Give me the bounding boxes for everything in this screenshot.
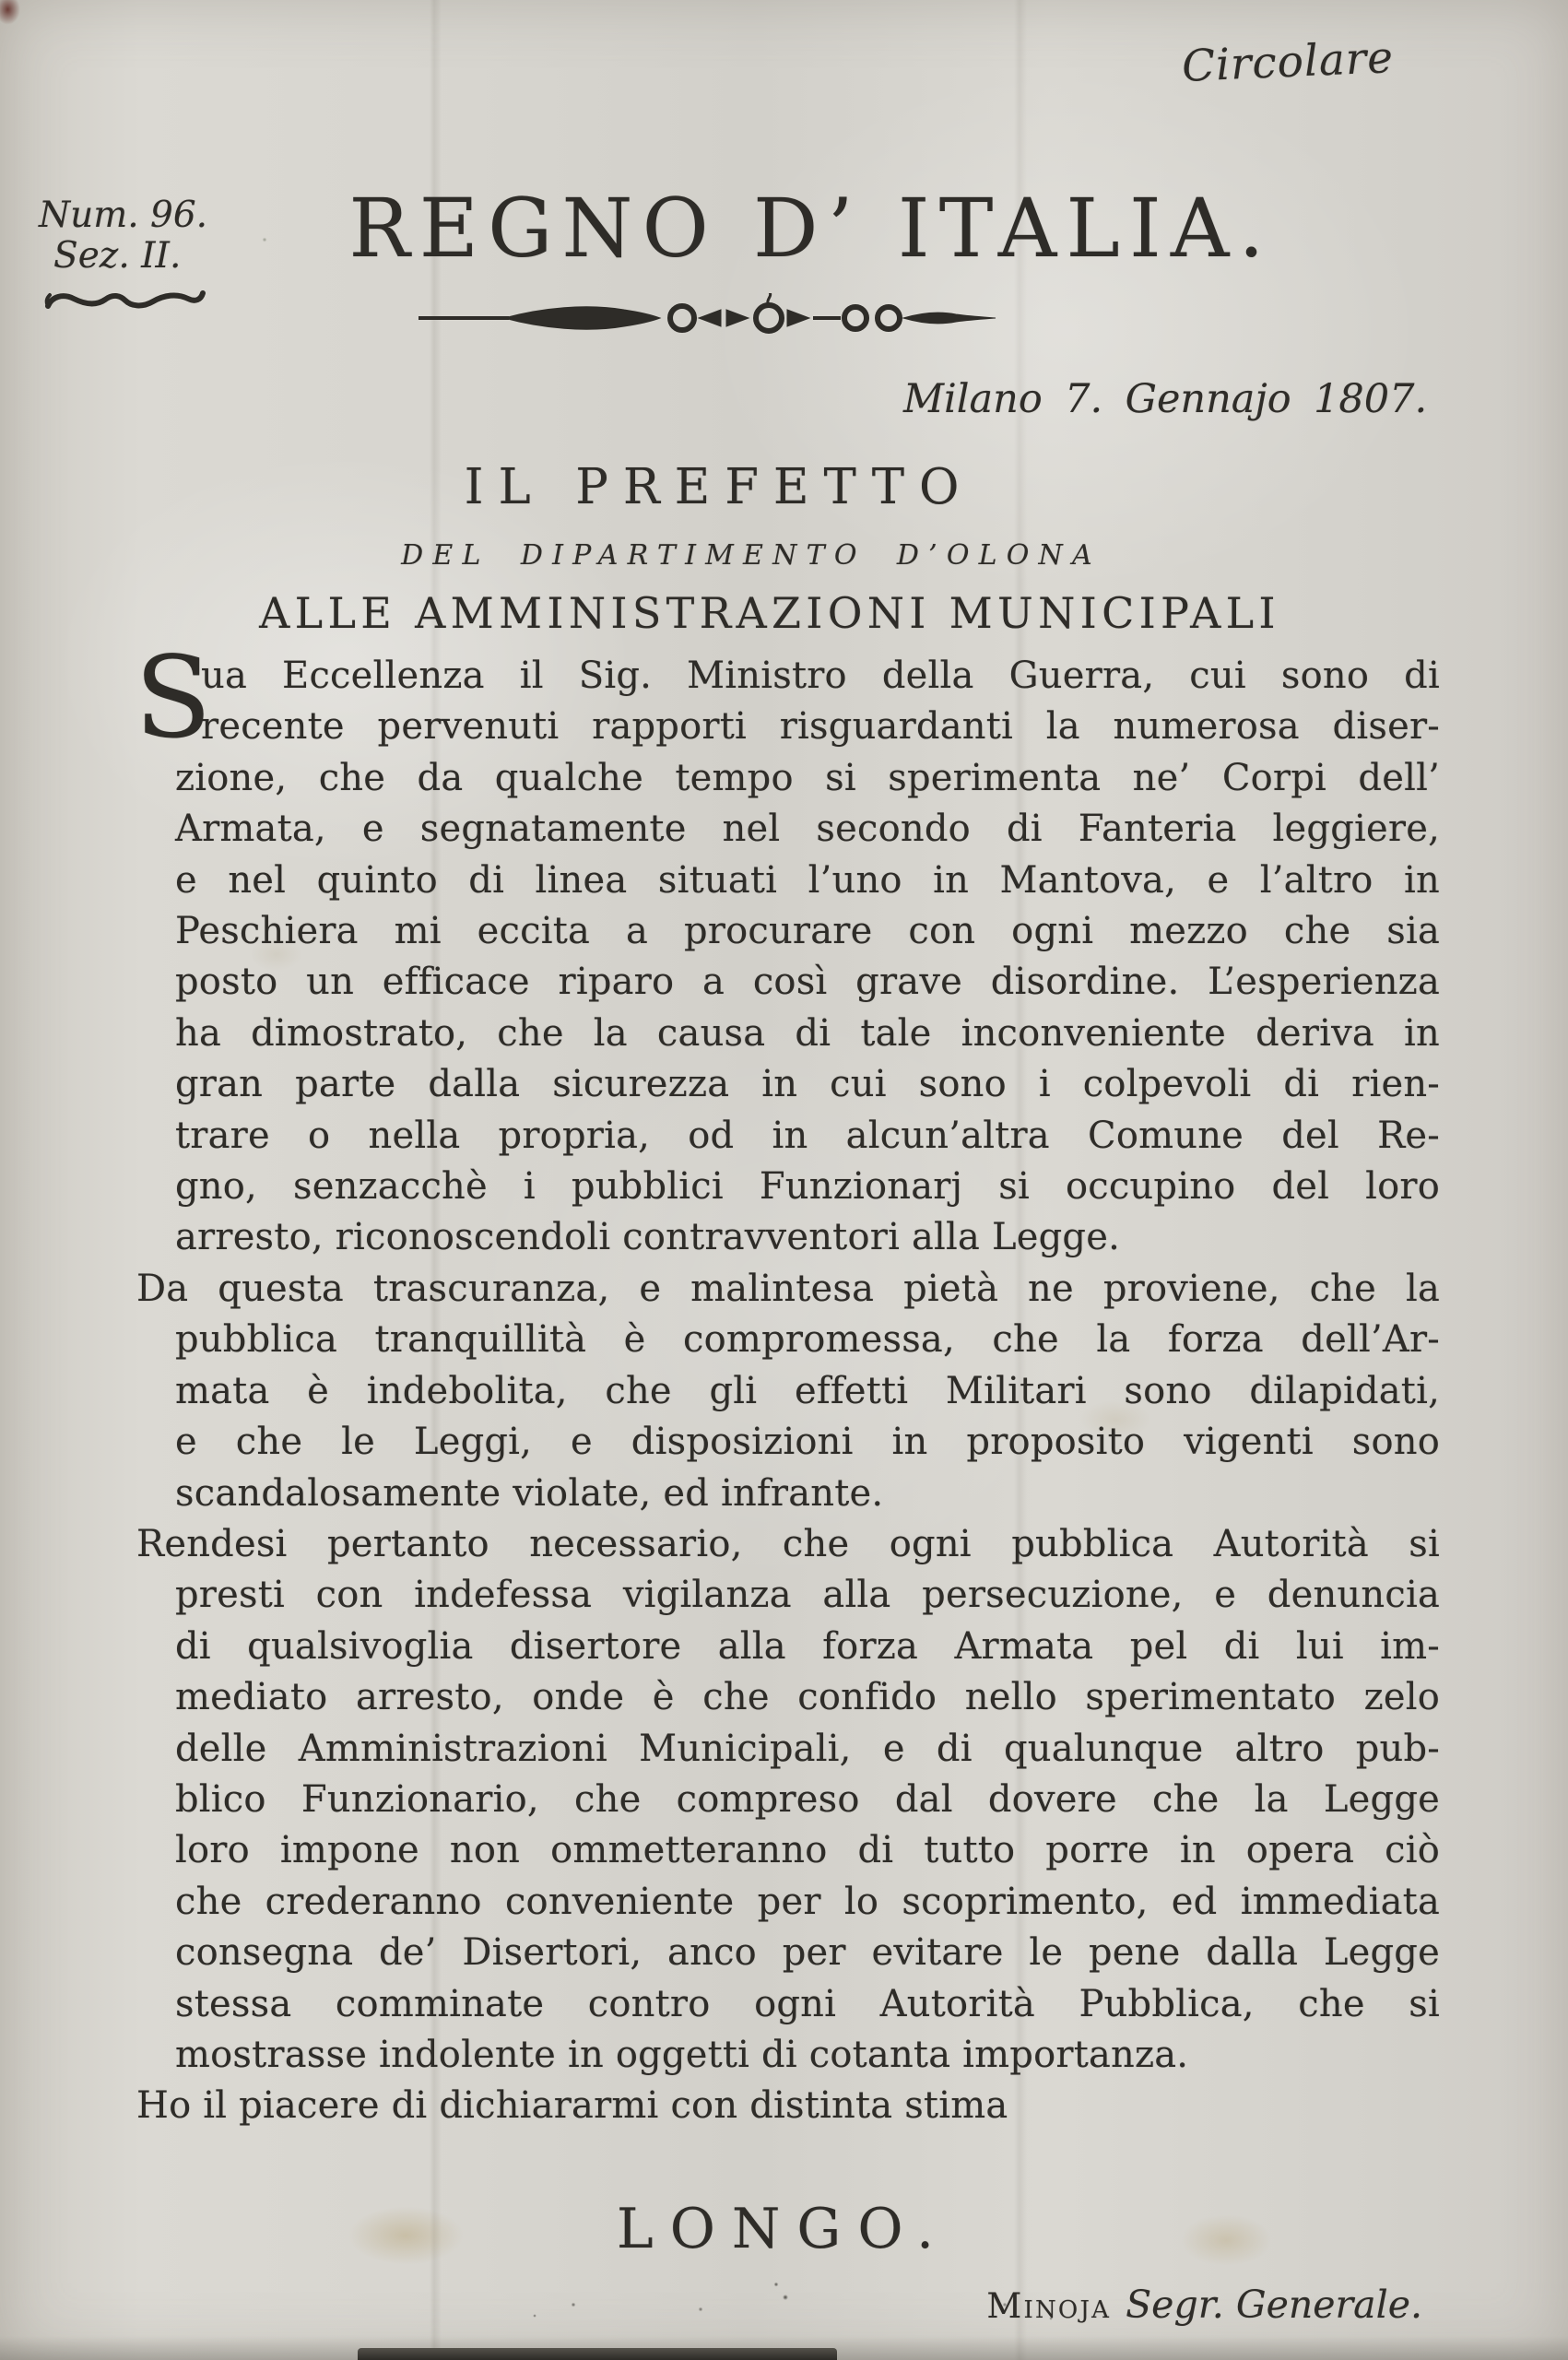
dateline: Milano 7. Gennajo 1807.: [903, 376, 1428, 422]
text-line: gno, senzacchè i pubblici Funzionarj si occupino del loro: [175, 1165, 1440, 1209]
scan-edge: [358, 2348, 837, 2360]
text-line: di qualsivoglia disertore alla forza Armata pel di lui im-: [175, 1624, 1440, 1668]
text-line: Rendesi pertanto necessario, che ogni pubblica Autorità si: [136, 1522, 1440, 1565]
text-line: ha dimostrato, che la causa di tale inconveniente deriva in: [175, 1011, 1440, 1055]
secretary-title: Segr. Generale.: [1126, 2283, 1422, 2327]
text-line: blico Funzionario, che compreso dal dovere che la Legge: [175, 1777, 1440, 1821]
secretary-name: Minoja: [986, 2286, 1112, 2326]
text-line: delle Amministrazioni Municipali, e di qualunque altro pub-: [175, 1727, 1440, 1770]
text-line: Peschiera mi eccita a procurare con ogni mezzo che sia: [175, 910, 1440, 953]
text-line: consegna de’ Disertori, anco per evitare le pene dalla Legge: [175, 1931, 1440, 1975]
page-title: REGNO D’ ITALIA.: [348, 181, 1274, 276]
text-line: pubblica tranquillità è compromessa, che la forza dell’Ar-: [175, 1318, 1440, 1362]
reference-number: Num. 96.: [39, 195, 208, 236]
text-line: posto un efficace riparo a così grave disordine. L’esperienza: [175, 961, 1440, 1004]
reference-block: [33, 195, 227, 315]
paragraph: [136, 2081, 1440, 2131]
text-line: loro impone non ommetteranno di tutto porre in opera ciò: [175, 1829, 1440, 1872]
text-line: mata è indebolita, che gli effetti Militari sono dilapidati,: [175, 1369, 1440, 1412]
text-line: mostrasse indolente in oggetti di cotanta importanza.: [175, 2033, 1189, 2076]
text-line: zione, che da qualche tempo si sperimenta ne’ Corpi dell’: [175, 756, 1440, 799]
flourish-ornament: [42, 284, 208, 315]
text-line: Da questa trascuranza, e malintesa pietà ne proviene, che la: [136, 1267, 1440, 1310]
text-line: mediato arresto, onde è che confido nello sperimentato zelo: [175, 1676, 1440, 1719]
signature-longo: LONGO.: [616, 2197, 951, 2261]
drop-cap: S: [135, 632, 212, 763]
text-line: scandalosamente violate, ed infrante.: [175, 1471, 884, 1515]
text-line: presti con indefessa vigilanza alla persecuzione, e denuncia: [175, 1574, 1440, 1617]
text-line: stessa comminate contro ogni Autorità Pubblica, che si: [175, 1982, 1440, 2025]
text-line: trare o nella propria, od in alcun’altra Comune del Re-: [175, 1114, 1440, 1157]
body-text: [135, 632, 1440, 2132]
text-line: e nel quinto di linea situati l’uno in Mantova, e l’altro in: [175, 858, 1440, 902]
text-line: e che le Leggi, e disposizioni in proposito vigenti sono: [175, 1421, 1440, 1464]
paragraph: [136, 1264, 1440, 1519]
paper-stain: [0, 0, 26, 31]
text-line: Ho il piacere di dichiararmi con distinta stima: [136, 2084, 1008, 2128]
text-line: recente pervenuti rapporti risguardanti la numerosa diser-: [201, 705, 1440, 749]
handwritten-annotation: Circolare: [1180, 31, 1396, 92]
heading-prefect: IL PREFETTO: [464, 459, 974, 515]
heading-department: DEL DIPARTIMENTO D’OLONA: [401, 539, 1102, 572]
text-line: che crederanno conveniente per lo scoprimento, ed immediata: [175, 1880, 1440, 1923]
text-line: ua Eccellenza il Sig. Ministro della Guerra, cui sono di: [201, 655, 1440, 697]
secretary-line: [986, 2283, 1422, 2327]
text-line: Armata, e segnatamente nel secondo di Fanteria leggiere,: [175, 808, 1440, 851]
text-line: gran parte dalla sicurezza in cui sono i colpevoli di rien-: [175, 1063, 1440, 1106]
heading-addressee: ALLE AMMINISTRAZIONI MUNICIPALI: [259, 588, 1280, 638]
reference-section: Sez. II.: [53, 235, 182, 277]
text-line: arresto, riconoscendoli contravventori alla Legge.: [175, 1216, 1120, 1259]
paragraph: [136, 1519, 1440, 2081]
decorative-divider: [417, 293, 997, 341]
paragraph: [135, 632, 1440, 1264]
